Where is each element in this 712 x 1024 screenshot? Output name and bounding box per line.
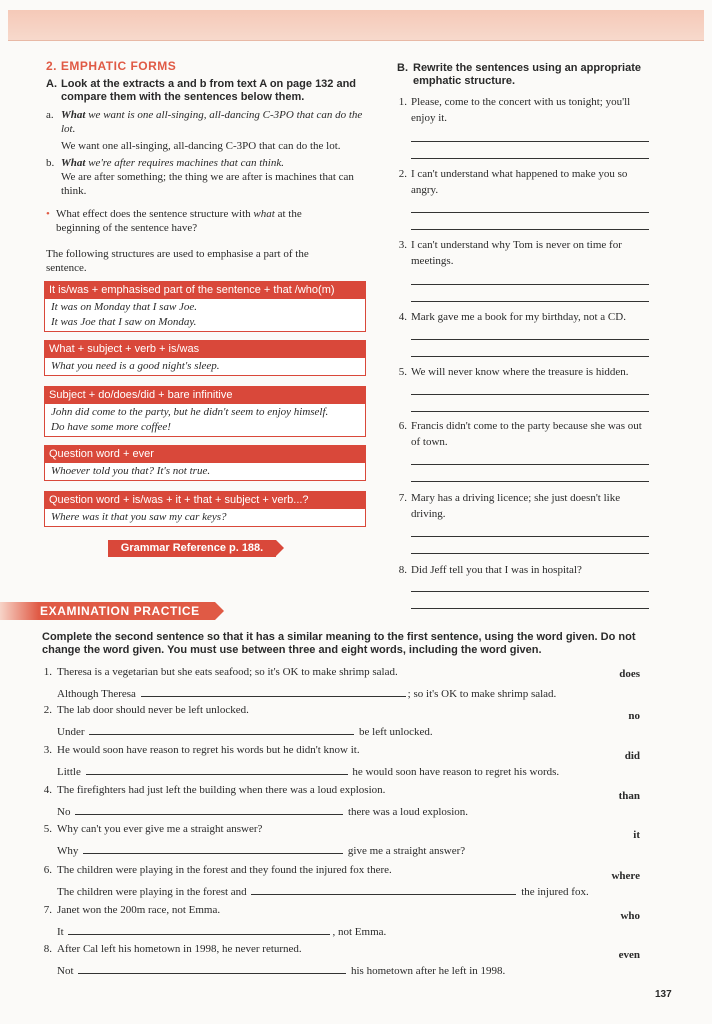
- answer-line[interactable]: [411, 553, 649, 554]
- item-prefix: It: [57, 926, 64, 938]
- answer-line[interactable]: [411, 212, 649, 213]
- answer-line[interactable]: [411, 158, 649, 159]
- answer-line[interactable]: [411, 229, 649, 230]
- item-text: Mark gave me a book for my birthday, not a CD.: [411, 311, 626, 323]
- structure-table-5: [44, 491, 366, 527]
- item-number: 3.: [398, 239, 407, 251]
- exercise-b-item-4: [395, 309, 650, 325]
- question-b-label: B.: [397, 62, 408, 74]
- item-text: Please, come to the concert with us tonight; you'll enjoy it.: [411, 96, 631, 124]
- item-text: Mary has a driving licence; she just doesn't like driving.: [411, 492, 621, 520]
- item-text: I can't understand why Tom is never on time for meetings.: [411, 239, 622, 267]
- exercise-b-item-6: [395, 418, 650, 450]
- answer-line[interactable]: [411, 339, 649, 340]
- item-sentence: Why can't you ever give me a straight answer?: [57, 823, 263, 835]
- item-prefix: Why: [57, 845, 79, 857]
- exercise-b-item-7: [395, 490, 650, 522]
- section-title: 2. EMPHATIC FORMS: [46, 59, 177, 73]
- exam-instructions: Complete the second sentence so that it has a similar meaning to the first sentence, using the word given. Do not change the word given. You must use between three and eight words, including the word given.: [42, 631, 636, 656]
- item-number: 5.: [398, 366, 407, 378]
- bullet-icon: •: [46, 208, 50, 220]
- answer-gap[interactable]: [83, 843, 343, 854]
- item-suffix: be left unlocked.: [359, 726, 433, 738]
- extract-b-lead: What: [61, 157, 86, 169]
- question-b: [397, 62, 647, 88]
- item-number: 2.: [43, 704, 52, 716]
- item-sentence: The lab door should never be left unlocked.: [57, 704, 249, 716]
- exercise-b-item-2: [395, 166, 650, 198]
- structure-table-2: [44, 340, 366, 376]
- table-row: John did come to the party, but he didn't seem to enjoy himself.: [51, 406, 329, 418]
- table-header: Subject + do/does/did + bare infinitive: [45, 387, 365, 404]
- keyword: does: [619, 668, 640, 680]
- item-prefix: No: [57, 806, 71, 818]
- table-header: It is/was + emphasised part of the sentence + that /who(m): [45, 282, 365, 299]
- top-banner: [8, 10, 704, 41]
- item-number: 8.: [43, 943, 52, 955]
- extract-a-plain: We want one all-singing, all-dancing C-3PO that can do the lot.: [61, 140, 341, 152]
- answer-line[interactable]: [411, 141, 649, 142]
- answer-line[interactable]: [411, 481, 649, 482]
- item-suffix: there was a loud explosion.: [347, 806, 469, 818]
- extract-b: [46, 156, 376, 198]
- item-prefix: Under: [57, 726, 85, 738]
- answer-line[interactable]: [411, 464, 649, 465]
- table-row: It was Joe that I saw on Monday.: [51, 316, 197, 328]
- item-sentence: Janet won the 200m race, not Emma.: [57, 904, 221, 916]
- keyword: where: [611, 870, 640, 882]
- item-suffix: the injured fox.: [521, 886, 589, 898]
- item-sentence: Theresa is a vegetarian but she eats seafood; so it's OK to make shrimp salad.: [57, 666, 398, 678]
- item-prefix: Little: [57, 766, 81, 778]
- exercise-b-item-5: [395, 364, 650, 380]
- extract-a-lead: What: [61, 109, 86, 121]
- item-suffix: ; so it's OK to make shrimp salad.: [407, 688, 557, 700]
- item-text: I can't understand what happened to make you so angry.: [411, 168, 628, 196]
- answer-line[interactable]: [411, 301, 649, 302]
- item-number: 2.: [398, 168, 407, 180]
- answer-line[interactable]: [411, 284, 649, 285]
- answer-gap[interactable]: [86, 764, 348, 775]
- table-row: Whoever told you that? It's not true.: [51, 465, 211, 477]
- page-number: 137: [655, 989, 672, 1000]
- bullet-text: What effect does the sentence structure with: [56, 208, 251, 220]
- structure-table-4: [44, 445, 366, 481]
- answer-line[interactable]: [411, 356, 649, 357]
- intro-text: The following structures are used to emphasise a part of the sentence.: [46, 248, 309, 274]
- item-number: 1.: [43, 666, 52, 678]
- item-suffix: his hometown after he left in 1998.: [351, 965, 506, 977]
- item-suffix: give me a straight answer?: [347, 845, 466, 857]
- answer-line[interactable]: [411, 591, 649, 592]
- item-number: 4.: [398, 311, 407, 323]
- grammar-reference-link[interactable]: Grammar Reference p. 188.: [108, 540, 276, 557]
- answer-gap[interactable]: [251, 884, 516, 895]
- item-number: 5.: [43, 823, 52, 835]
- answer-line[interactable]: [411, 608, 649, 609]
- extract-b-plain: We are after something; the thing we are after is machines that can think.: [61, 171, 354, 197]
- answer-line[interactable]: [411, 394, 649, 395]
- keyword: it: [633, 829, 640, 841]
- exam-title: EXAMINATION PRACTICE: [40, 604, 200, 618]
- table-header: Question word + is/was + it + that + subject + verb...?: [45, 492, 365, 509]
- item-suffix: he would soon have reason to regret his words.: [352, 766, 560, 778]
- item-number: 7.: [398, 492, 407, 504]
- question-b-text: Rewrite the sentences using an appropriate emphatic structure.: [413, 62, 642, 87]
- answer-gap[interactable]: [75, 804, 343, 815]
- item-number: 8.: [398, 564, 407, 576]
- question-a-text: Look at the extracts a and b from text A on page 132 and compare them with the sentences below them.: [61, 78, 357, 103]
- extract-a-label: a.: [46, 109, 54, 121]
- table-row: It was on Monday that I saw Joe.: [51, 301, 198, 313]
- item-text: Francis didn't come to the party because she was out of town.: [411, 420, 642, 448]
- table-row: Where was it that you saw my car keys?: [51, 511, 227, 523]
- item-number: 3.: [43, 744, 52, 756]
- item-number: 6.: [43, 864, 52, 876]
- extract-a: [46, 108, 376, 153]
- item-sentence: The firefighters had just left the building when there was a loud explosion.: [57, 784, 386, 796]
- item-sentence: The children were playing in the forest and they found the injured fox there.: [57, 864, 392, 876]
- item-number: 4.: [43, 784, 52, 796]
- answer-gap[interactable]: [68, 924, 330, 935]
- bullet-rest: at the beginning of the sentence have?: [56, 208, 302, 234]
- item-number: 7.: [43, 904, 52, 916]
- answer-gap[interactable]: [89, 724, 354, 735]
- item-prefix: The children were playing in the forest and: [57, 886, 247, 898]
- answer-line[interactable]: [411, 536, 649, 537]
- extract-b-label: b.: [46, 157, 55, 169]
- item-number: 1.: [398, 96, 407, 108]
- keyword: who: [620, 910, 640, 922]
- question-a: [46, 78, 376, 104]
- table-row: What you need is a good night's sleep.: [51, 360, 220, 372]
- exercise-b-item-8: [395, 562, 650, 578]
- item-sentence: After Cal left his hometown in 1998, he never returned.: [57, 943, 302, 955]
- exercise-b-item-1: [395, 94, 650, 126]
- answer-line[interactable]: [411, 411, 649, 412]
- item-text: We will never know where the treasure is hidden.: [411, 366, 629, 378]
- table-header: What + subject + verb + is/was: [45, 341, 365, 358]
- structure-table-1: [44, 281, 366, 332]
- structure-table-3: [44, 386, 366, 437]
- item-prefix: Although Theresa: [57, 688, 136, 700]
- keyword: than: [618, 790, 640, 802]
- bullet-what: what: [253, 208, 275, 220]
- keyword: no: [628, 710, 640, 722]
- question-a-label: A.: [46, 78, 57, 90]
- keyword: even: [618, 949, 640, 961]
- answer-gap[interactable]: [141, 686, 406, 697]
- item-number: 6.: [398, 420, 407, 432]
- item-text: Did Jeff tell you that I was in hospital?: [411, 564, 582, 576]
- table-header: Question word + ever: [45, 446, 365, 463]
- item-suffix: , not Emma.: [332, 926, 387, 938]
- extract-a-rest: we want is one all-singing, all-dancing C-3PO that can do the lot.: [61, 109, 363, 135]
- answer-gap[interactable]: [78, 963, 346, 974]
- exercise-b-item-3: [395, 237, 650, 269]
- bullet-question: [46, 207, 346, 235]
- item-prefix: Not: [57, 965, 74, 977]
- keyword: did: [624, 750, 640, 762]
- extract-b-rest: we're after requires machines that can think.: [85, 157, 284, 169]
- item-sentence: He would soon have reason to regret his words but he didn't know it.: [57, 744, 360, 756]
- table-row: Do have some more coffee!: [51, 421, 171, 433]
